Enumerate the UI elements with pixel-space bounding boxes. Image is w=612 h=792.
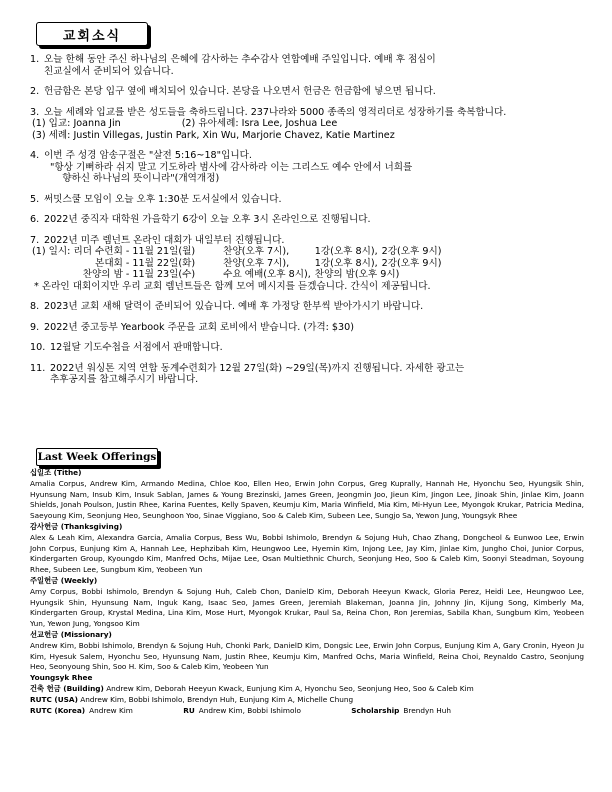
offering-names: Alex & Leah Kim, Alexandra Garcia, Amalia Corpus, Bess Wu, Bobbi Ishimolo, Brendyn & Sojung Huh, Chao Zhang, Dongcheol & Eunwoo Lee, Erwin John Corpus, Eunjung Kim A, Hannah Lee, Hephzibah Kim, Heungwoo Lee, Hyemin Kim, Injong Lee, Jay Kim, Jinlae Kim, Jungho Choi, Junior Corpus, Kindergarten Group, Kyoungdo Kim, Manfred Ochs, Mijae Lee, Osan Multiethnic Church, Seonjung Heo, Soo & Caleb Kim, Soonyi Steadman, Soyoung Rhee, Subeen Lee, Sungbum Kim, Yeobeen Yun (30, 532, 584, 575)
announcement-2: 2. 헌금함은 본당 입구 옆에 배치되어 있습니다. 본당을 나오면서 헌금은 헌금함에 넣으면 됩니다. (30, 86, 436, 97)
remnant-schedule (32, 246, 446, 281)
offering-rutc-korea-row: RUTC (Korea) Andrew Kim RU Andrew Kim, Bobbi Ishimolo Scholarship Brendyn Huh (30, 705, 451, 715)
announcement-7: 7. 2022년 미주 렘넌트 온라인 대회가 내일부터 진행됩니다. (1) 일시: 리더 수련회 - 11월 21일(월) 찬양(오후 7시), 1강(오후 8시), 2강(오후 9시) 본대회 - 11월 22일(화) 찬양(오후 7시), 1강(오후 8시), 2강(오후 9시) 찬양의 밤 - 11월 23일(수) 수요 예배(오후 8시), 찬양의 밤(오후 9시) * 온라인 대회이지만 우리 교회 렘넌트들은 함께 모여 메시지를 듣겠습니다. 간식이 제공됩니다. (30, 235, 590, 293)
announcement-11: 11. 2022년 워싱톤 지역 연합 동계수련회가 12월 27일(화) ~29일(목)까지 진행됩니다. 자세한 광고는 추후공지를 참고해주시기 바랍니다. (30, 362, 465, 385)
offering-names: Amy Corpus, Bobbi Ishimolo, Brendyn & Sojung Huh, Caleb Chon, DanielD Kim, Deborah Heeyun Kwack, Gloria Perez, Heidi Lee, Heungwoo Lee, Hyungsik Shin, Hyunsung Nam, Inguk Kang, Isaac Seo, James Green, Jeremiah Blakeman, Joanna Jin, Johnny Jin, Kijung Song, Kimberly Ma, Kindergarten Group, Krystal Medina, Lina Kim, Mose Hurt, Myongok Krukar, Paul Sa, Reina Chon, Ron Jeremias, Sabila Khan, Sungbum Kim, Yeobeen Yun, Yewon Jung, Yongsoo Kim (30, 586, 584, 629)
offering-category-label: 십일조 (Tithe) (30, 468, 82, 477)
schedule-row: 찬양의 밤 - 11월 23일(수) 수요 예배(오후 8시), 찬양의 밤(오후 9시) (82, 269, 400, 280)
announcement-3: 3. 오늘 세례와 입교를 받은 성도들을 축하드립니다. 237나라와 5000 종족의 영적리더로 성장하기를 축복합니다. (1) 입교: Joanna Jin (2) 유아세례: Isra Lee, Joshua Lee (3) 세례: Justin Villegas, Justin Park, Xin Wu, Marjorie Chavez, Katie Martinez (30, 106, 507, 141)
offering-names: Amalia Corpus, Andrew Kim, Armando Medina, Chloe Koo, Ellen Heo, Erwin John Corpus, Greg Kuprally, Hannah He, Hyonchu Seo, Hyungsik Shin, Hyunsung Nam, Insub Kim, Insuk Sablan, James & Young Brezinski, James Green, Jeongmin Joo, Jieun Kim, Jingon Lee, Jinoak Shin, Jinlae Kim, Joann Shields, Jonah Poulson, Justin Rhee, Karina Fuentes, Kelly Spaven, Keumju Kim, Maria Winfield, Mia Kim, Mi-Hyun Lee, Myongok Krukar, Patricia Medina, Saeyoung Kim, Seonjung Heo, Seunghoon Yoo, Sinae Viggiano, Soo & Caleb Kim, Subeen Lee, Sungjo Sa, Yewon Jung, Youngsyk Rhee (30, 478, 584, 521)
offering-names: Andrew Kim, Bobbi Ishimolo, Brendyn & Sojung Huh, Chonki Park, DanielD Kim, Dongsic Lee, Erwin John Corpus, Eunjung Kim A, Gary Cronin, Hyeon Ju Kim, Hyesuk Salem, Hyonchu Seo, Hyunsung Nam, Justin Rhee, Keumju Kim, Manfred Ochs, Maria Winfield, Reina Choi, Reynaldo Castro, Seonjung Heo, Seonyoung Shin, Soo H. Kim, Soo & Caleb Kim, Yeobeen Yun (30, 640, 584, 672)
offerings-list (30, 468, 584, 716)
announcement-10: 10. 12월달 기도수첩을 서점에서 판매합니다. (30, 342, 223, 353)
schedule-row: (1) 일시: 리더 수련회 - 11월 21일(월) 찬양(오후 7시), 1강(오후 8시), 2강(오후 9시) (32, 246, 442, 257)
announcement-9: 9. 2022년 중고등부 Yearbook 주문을 교회 로비에서 받습니다. (가격: $30) (30, 321, 354, 333)
schedule-row: 본대회 - 11월 22일(화) 찬양(오후 7시), 1강(오후 8시), 2강(오후 9시) (95, 257, 442, 269)
announcement-5: 5. 써밋스쿨 모임이 오늘 오후 1:30분 도서실에서 있습니다. (30, 193, 282, 205)
offering-category-label: 감사헌금 (Thanksgiving) (30, 521, 123, 531)
offerings-title-text: Last Week Offerings (37, 451, 157, 463)
offering-category-label: Youngsyk Rhee (30, 673, 93, 683)
offerings-title (36, 448, 158, 466)
offering-building: 건축 헌금 (Building) Andrew Kim, Deborah Heeyun Kwack, Eunjung Kim A, Hyonchu Seo, Seonjung Heo, Soo & Caleb Kim (30, 683, 474, 693)
announcement-1: 1. 오늘 한해 동안 주신 하나님의 은혜에 감사하는 추수감사 연합예배 주일입니다. 예배 후 점심이 친교실에서 준비되어 있습니다. (30, 54, 436, 77)
announcement-4: 4. 이번 주 성경 암송구절은 "살전 5:16~18"입니다. "항상 기뻐하라 쉬지 말고 기도하라 범사에 감사하라 이는 그리스도 예수 안에서 너희를 향하신 하나님의 뜻이니라"(개역개정) (30, 150, 413, 184)
announcements (30, 54, 590, 395)
church-news-title-text: 교회소식 (62, 28, 122, 44)
announcement-8: 8. 2023년 교회 새해 달력이 준비되어 있습니다. 예배 후 가정당 한부씩 받아가시기 바랍니다. (30, 301, 424, 312)
announcement-6: 6. 2022년 중직자 대학원 가을학기 6강이 오늘 오후 3시 온라인으로 진행됩니다. (30, 214, 371, 225)
offering-category-label: 주일헌금 (Weekly) (30, 575, 98, 585)
offering-category-label: 선교헌금 (Missionary) (30, 629, 112, 639)
church-news-title (36, 22, 148, 46)
offering-rutc-usa: RUTC (USA) Andrew Kim, Bobbi Ishimolo, Brendyn Huh, Eunjung Kim A, Michelle Chung (30, 694, 354, 704)
